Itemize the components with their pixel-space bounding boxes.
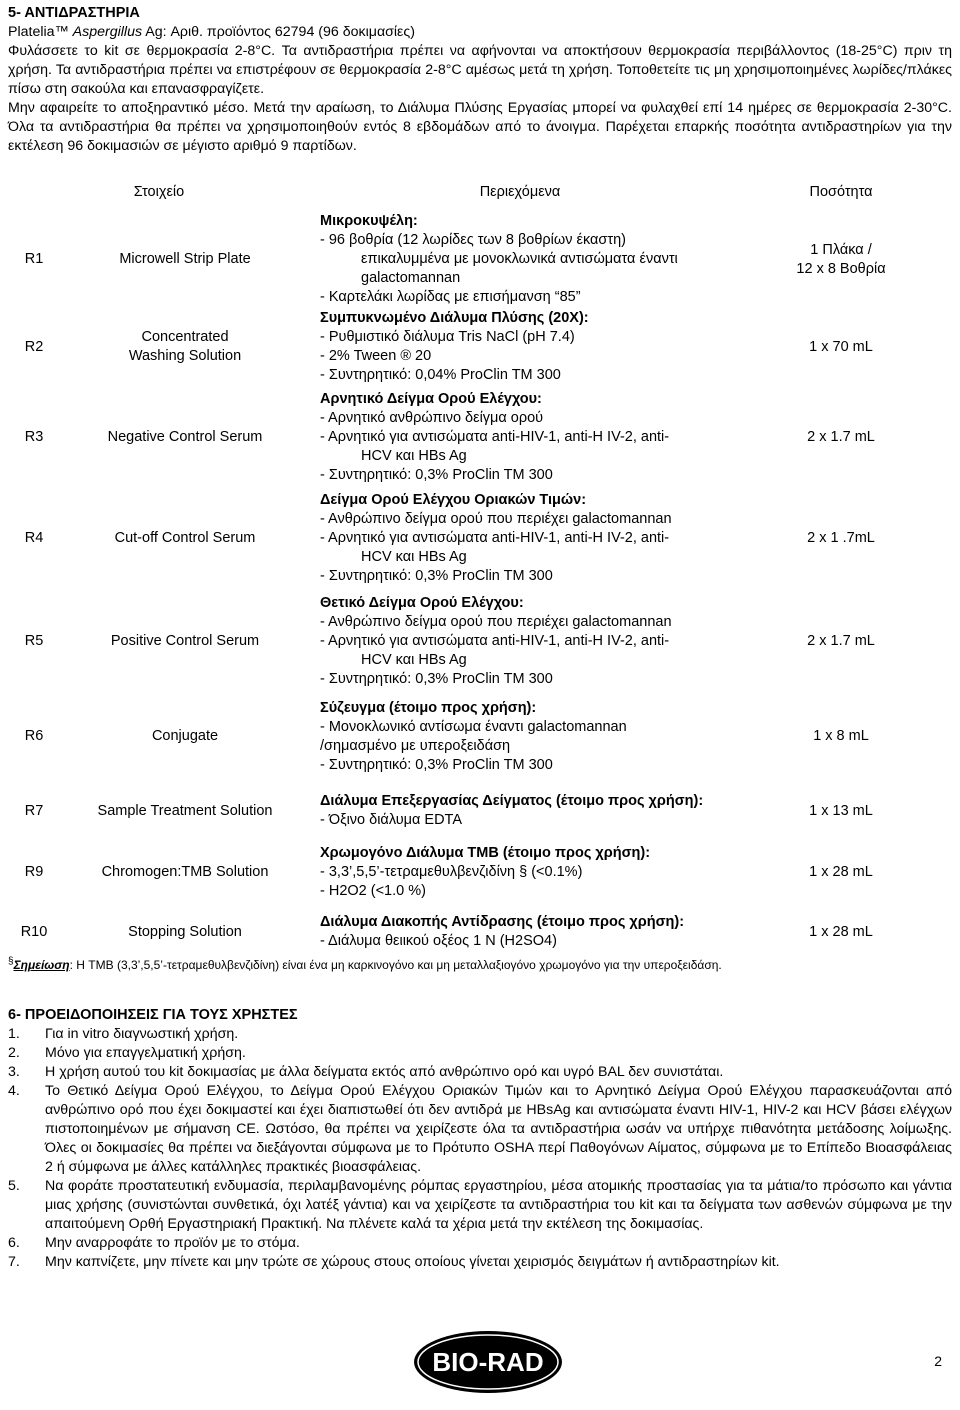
reagent-quantity: 2 x 1.7 mL bbox=[807, 428, 875, 445]
table-row bbox=[8, 212, 952, 307]
contents-line: galactomannan bbox=[361, 270, 461, 286]
contents-line: - Διάλυμα θειικού οξέος 1 N (H2SO4) bbox=[320, 933, 557, 949]
usage-paragraph: Μην αφαιρείτε το αποξηραντικό μέσο. Μετά την αραίωση, το Διάλυμα Πλύσης Εργασίας μπορεί να φυλαχθεί επί 14 ημέρες σε θερμοκρασία 2-30°C. Όλα τα αντιδραστήρια θα πρέπει να χρησιμοποιηθούν εντός 8 εβδομάδων από το άνοιγμα. Παρέχεται επαρκής ποσότητα αντιδραστηρίων για την εκτέλεση 96 δοκιμασιών σε μέγιστο αριθμό 9 παρτίδων. bbox=[8, 100, 952, 154]
table-row bbox=[8, 307, 952, 387]
header-element: Στοιχείο bbox=[133, 183, 185, 200]
reagent-contents bbox=[310, 212, 730, 307]
item-number: 4. bbox=[8, 1083, 20, 1099]
item-text: Το Θετικό Δείγμα Ορού Ελέγχου, το Δείγμα Ορού Ελέγχου Οριακών Τιμών και το Αρνητικό Δείγμα Ορού Ελέγχου παρασκευάζονται από ανθρώπινο ορό που έχει δοκιμαστεί και έχει διαπιστωθεί ότι δεν αντιδρά με HBsAg και αντισώματα έναντι HIV-1, HIV-2 και HCV βάσει ελέγχων πιστοποιημένων με σήμανση CE. Ωστόσο, θα πρέπει να χειρίζεστε όλα τα αντιδραστήρια ωσάν να υπήρχε πιθανότητα μετάδοσης λοίμωξης. Όλες οι δοκιμασίες θα πρέπει να διεξάγονται σύμφωνα με το Πρότυπο OSHA περί Παθογόνων Αίματος, σύμφωνα με το Επίπεδο Βιοασφάλειας 2 ή σύμφωνα με άλλες κατάλληλες πρακτικές βιοασφάλειας. bbox=[45, 1083, 952, 1175]
section-5-title: 5- ΑΝΤΙΔΡΑΣΤΗΡΙΑ bbox=[8, 5, 140, 21]
contents-line: - Ανθρώπινο δείγμα ορού που περιέχει galactomannan bbox=[320, 511, 672, 527]
contents-title: Χρωμογόνο Διάλυμα TMB (έτοιμο προς χρήση): bbox=[320, 844, 651, 861]
reagent-id: R2 bbox=[24, 338, 44, 355]
contents-title: Δείγμα Ορού Ελέγχου Οριακών Τιμών: bbox=[320, 492, 587, 508]
contents-line: - Όξινο διάλυμα EDTA bbox=[320, 812, 463, 828]
product-genus: Aspergillus bbox=[72, 24, 143, 40]
contents-line: - 96 βοθρία (12 λωρίδες των 8 βοθρίων έκαστη) bbox=[320, 232, 626, 248]
header-quantity: Ποσότητα bbox=[809, 183, 873, 200]
contents-line: - Συντηρητικό: 0,04% ProClin TM 300 bbox=[320, 367, 561, 383]
item-number: 1. bbox=[8, 1026, 20, 1042]
reagent-contents bbox=[310, 842, 730, 902]
item-number: 6. bbox=[8, 1235, 20, 1251]
contents-title: Θετικό Δείγμα Ορού Ελέγχου: bbox=[320, 595, 524, 611]
footnote-label: Σημείωση bbox=[13, 958, 70, 972]
contents-line: - Ανθρώπινο δείγμα ορού που περιέχει galactomannan bbox=[320, 614, 672, 630]
contents-title: Σύζευγμα (έτοιμο προς χρήση): bbox=[320, 699, 537, 716]
contents-line: /σημασμένο με υπεροξειδάση bbox=[320, 737, 511, 754]
section-5 bbox=[8, 4, 952, 156]
list-item bbox=[8, 1025, 952, 1044]
item-text: Η χρήση αυτού του kit δοκιμασίας με άλλα δείγματα εκτός από ανθρώπινο ορό και υγρό BAL δεν συνιστάται. bbox=[45, 1064, 724, 1080]
storage-paragraph: Φυλάσσετε το kit σε θερμοκρασία 2-8°C. Τα αντιδραστήρια πρέπει να αφήνονται να αποκτήσουν θερμοκρασία περιβάλλοντος (18-25°C) πριν τη χρήση. Τα αντιδραστήρια πρέπει να επιστρέφουν σε θερμοκρασία 2-8°C αμέσως μετά τη χρήση. Τοποθετείτε τις μη χρησιμοποιημένες λωρίδες/πλάκες πίσω στη σακούλα και επανασφραγίζετε. bbox=[8, 43, 952, 97]
reagent-id: R1 bbox=[24, 251, 44, 267]
item-text: Να φοράτε προστατευτική ενδυμασία, περιλαμβανομένης ρόμπας εργαστηρίου, μέσα ατομικής προστασίας για τα μάτια/το πρόσωπο και γάντια μιας χρήσης (συνιστώνται συνθετικά, όχι λατέξ γάντια) και να χειρίζεστε τα αντιδραστήρια του kit και τα δείγματα των ασθενών σύμφωνα με την απαιτούμενη Ορθή Εργαστηριακή Πρακτική. Να πλένετε καλά τα χέρια μετά την εκτέλεση της δοκιμασίας. bbox=[45, 1178, 952, 1232]
reagent-quantity: 2 x 1 .7mL bbox=[807, 530, 875, 546]
reagent-id: R10 bbox=[20, 923, 48, 940]
reagent-quantity: 1 x 13 mL bbox=[809, 802, 873, 819]
reagent-id: R6 bbox=[24, 728, 44, 744]
product-number: Ag: Αριθ. προϊόντος 62794 (96 δοκιμασίες) bbox=[142, 24, 415, 40]
reagent-contents bbox=[310, 780, 730, 842]
page-number: 2 bbox=[934, 1353, 942, 1369]
contents-title: Διάλυμα Διακοπής Αντίδρασης (έτοιμο προς χρήση): bbox=[320, 914, 685, 930]
list-item bbox=[8, 1063, 952, 1082]
reagent-name: Concentrated Washing Solution bbox=[128, 329, 242, 364]
reagent-contents bbox=[310, 590, 730, 693]
reagent-quantity: 1 x 28 mL bbox=[809, 923, 873, 940]
contents-line: - 3,3’,5,5’-τετραμεθυλβενζιδίνη § (<0.1%) bbox=[320, 863, 583, 880]
contents-line: HCV και HBs Ag bbox=[361, 549, 467, 565]
reagent-name: Microwell Strip Plate bbox=[119, 251, 251, 267]
list-item bbox=[8, 1234, 952, 1253]
reagent-quantity: 1 x 70 mL bbox=[809, 338, 873, 355]
section-6-title: 6- ΠΡΟΕΙΔΟΠΟΙΗΣΕΙΣ ΓΙΑ ΤΟΥΣ ΧΡΗΣΤΕΣ bbox=[8, 1007, 298, 1023]
reagent-name: Stopping Solution bbox=[128, 923, 242, 940]
item-text: Μόνο για επαγγελματική χρήση. bbox=[45, 1045, 246, 1061]
contents-line: - Συντηρητικό: 0,3% ProClin TM 300 bbox=[320, 671, 553, 687]
contents-line: - 2% Tween ® 20 bbox=[320, 348, 432, 364]
contents-line: - Συντηρητικό: 0,3% ProClin TM 300 bbox=[320, 466, 553, 483]
footnote-text: : Η TMB (3,3’,5,5’-τετραμεθυλβενζιδίνη) είναι ένα μη καρκινογόνο και μη μεταλλαξιογόνο χρωμογόνο για την υπεροξειδάση. bbox=[69, 958, 722, 972]
reagent-name: Chromogen:TMB Solution bbox=[101, 863, 269, 880]
reagent-name: Conjugate bbox=[151, 728, 219, 744]
contents-line: - Αρνητικό ανθρώπινο δείγμα ορού bbox=[320, 409, 544, 426]
footnote bbox=[8, 952, 722, 975]
reagent-quantity: 2 x 1.7 mL bbox=[807, 633, 875, 649]
table-row bbox=[8, 590, 952, 693]
contents-title: Διάλυμα Επεξεργασίας Δείγματος (έτοιμο προς χρήση): bbox=[320, 793, 704, 809]
reagent-contents bbox=[310, 487, 730, 590]
reagent-id: R5 bbox=[24, 633, 44, 649]
reagent-id: R9 bbox=[24, 863, 44, 880]
item-number: 2. bbox=[8, 1045, 20, 1061]
logo-text: BIO-RAD bbox=[432, 1347, 544, 1377]
contents-line: επικαλυμμένα με μονοκλωνικά αντισώματα έναντι bbox=[361, 251, 678, 267]
reagent-quantity: 1 x 8 mL bbox=[813, 728, 869, 744]
contents-line: - Μονοκλωνικό αντίσωμα έναντι galactomannan bbox=[320, 718, 627, 735]
reagent-id: R3 bbox=[24, 428, 44, 445]
table-row bbox=[8, 487, 952, 590]
contents-title: Αρνητικό Δείγμα Ορού Ελέγχου: bbox=[320, 390, 542, 407]
reagent-name: Cut-off Control Serum bbox=[114, 530, 256, 546]
item-text: Μην αναρροφάτε το προϊόν με το στόμα. bbox=[45, 1235, 300, 1251]
contents-line: - H2O2 (<1.0 %) bbox=[320, 882, 426, 899]
reagent-name: Positive Control Serum bbox=[110, 633, 260, 649]
warnings-list bbox=[8, 1025, 952, 1272]
item-text: Για in vitro διαγνωστική χρήση. bbox=[45, 1026, 239, 1042]
section-6 bbox=[8, 1006, 952, 1272]
reagent-name: Sample Treatment Solution bbox=[97, 802, 273, 819]
table-row bbox=[8, 842, 952, 902]
product-name: Platelia™ bbox=[8, 24, 73, 40]
reagent-contents bbox=[310, 387, 730, 487]
reagent-quantity: 1 Πλάκα / 12 x 8 Βοθρία bbox=[796, 241, 886, 277]
item-number: 7. bbox=[8, 1254, 20, 1270]
reagents-table bbox=[8, 172, 952, 962]
header-contents: Περιεχόμενα bbox=[479, 183, 561, 200]
contents-line: - Αρνητικό για αντισώματα anti-HIV-1, anti-H IV-2, anti- bbox=[320, 428, 670, 445]
footnote-mark: § bbox=[8, 956, 14, 967]
list-item bbox=[8, 1044, 952, 1063]
reagent-id: R7 bbox=[24, 802, 44, 819]
item-number: 3. bbox=[8, 1064, 20, 1080]
contents-line: HCV και HBs Ag bbox=[361, 447, 467, 464]
reagent-id: R4 bbox=[24, 530, 44, 546]
contents-title: Συμπυκνωμένο Διάλυμα Πλύσης (20X): bbox=[320, 310, 589, 326]
contents-line: - Συντηρητικό: 0,3% ProClin TM 300 bbox=[320, 756, 553, 773]
contents-line: - Καρτελάκι λωρίδας με επισήμανση “85” bbox=[320, 289, 581, 305]
table-row bbox=[8, 693, 952, 780]
contents-line: - Ρυθμιστικό διάλυμα Tris NaCl (pH 7.4) bbox=[320, 329, 575, 345]
contents-title: Μικροκυψέλη: bbox=[320, 213, 418, 229]
reagent-quantity: 1 x 28 mL bbox=[809, 863, 873, 880]
reagent-contents bbox=[310, 693, 730, 780]
table-row bbox=[8, 387, 952, 487]
contents-line: HCV και HBs Ag bbox=[361, 652, 467, 668]
item-number: 5. bbox=[8, 1178, 20, 1194]
table-row bbox=[8, 780, 952, 842]
reagent-contents bbox=[310, 307, 730, 387]
contents-line: - Συντηρητικό: 0,3% ProClin TM 300 bbox=[320, 568, 553, 584]
list-item bbox=[8, 1253, 952, 1272]
product-line bbox=[8, 23, 952, 42]
contents-line: - Αρνητικό για αντισώματα anti-HIV-1, anti-H IV-2, anti- bbox=[320, 530, 670, 546]
reagent-name: Negative Control Serum bbox=[107, 428, 263, 445]
list-item bbox=[8, 1082, 952, 1177]
table-header-row bbox=[8, 172, 952, 212]
contents-line: - Αρνητικό για αντισώματα anti-HIV-1, anti-H IV-2, anti- bbox=[320, 633, 670, 649]
bio-rad-logo bbox=[413, 1330, 563, 1394]
list-item bbox=[8, 1177, 952, 1234]
item-text: Μην καπνίζετε, μην πίνετε και μην τρώτε σε χώρους στους οποίους γίνεται χειρισμός δειγμάτων ή αντιδραστηρίων kit. bbox=[45, 1254, 780, 1270]
